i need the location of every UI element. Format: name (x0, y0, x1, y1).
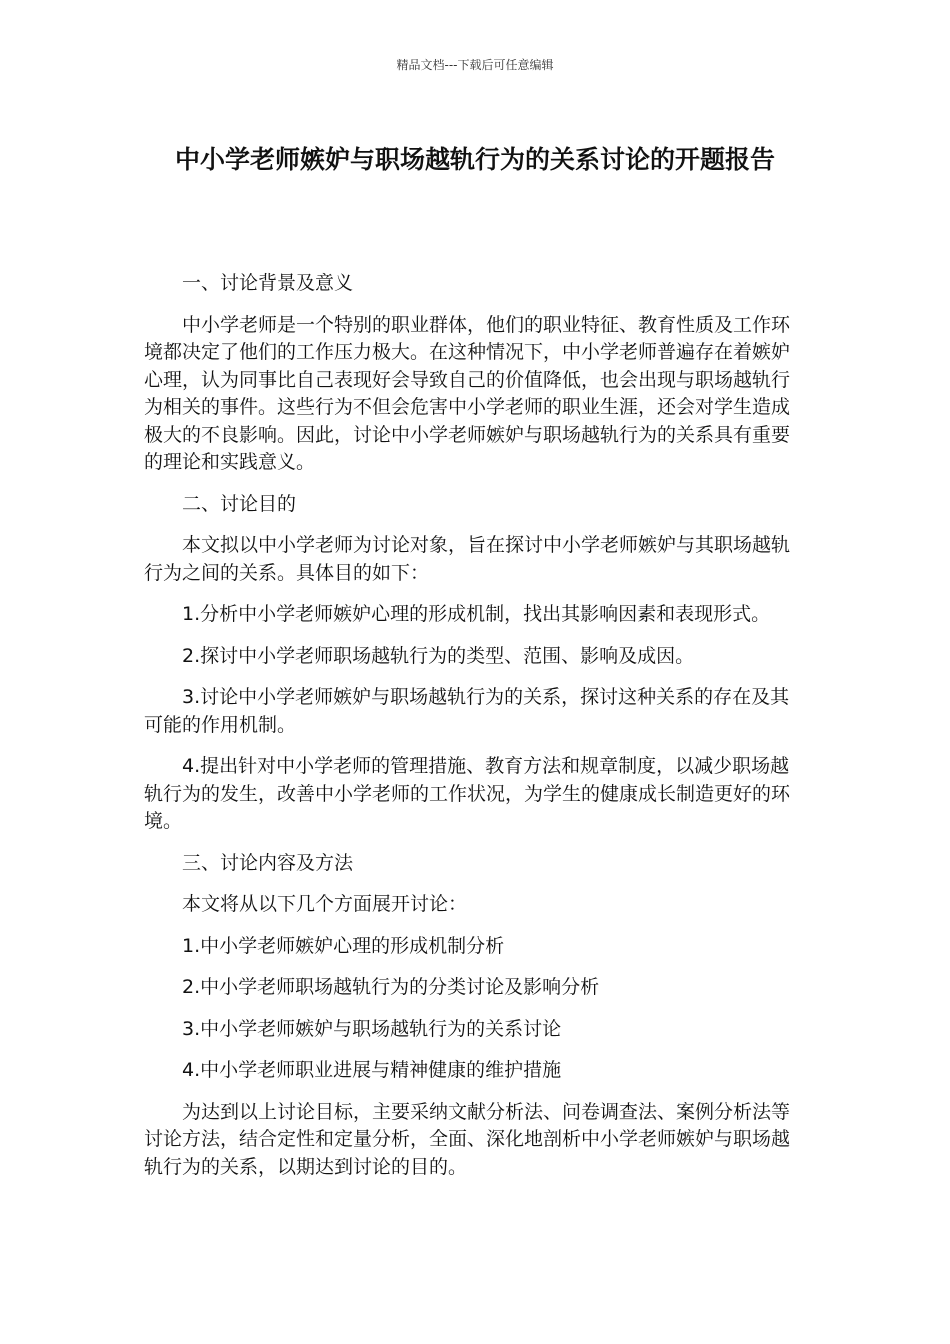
list-item-content-2: 2.中小学老师职场越轨行为的分类讨论及影响分析 (182, 976, 600, 998)
paragraph-purpose-intro: 本文拟以中小学老师为讨论对象，旨在探讨中小学老师嫉妒与其职场越轨行为之间的关系。具体目的如下： (144, 534, 791, 584)
paragraph-methods: 为达到以上讨论目标，主要采纳文献分析法、问卷调查法、案例分析法等讨论方法，结合定性和定量分析，全面、深化地剖析中小学老师嫉妒与职场越轨行为的关系，以期达到讨论的目的。 (144, 1100, 791, 1178)
list-item-purpose-1: 1.分析中小学老师嫉妒心理的形成机制，找出其影响因素和表现形式。 (182, 603, 771, 625)
paragraph-content-intro: 本文将从以下几个方面展开讨论： (182, 893, 468, 915)
list-item-purpose-2: 2.探讨中小学老师职场越轨行为的类型、范围、影响及成因。 (182, 644, 695, 667)
list-item-purpose-3: 3.讨论中小学老师嫉妒与职场越轨行为的关系，探讨这种关系的存在及其可能的作用机制。 (144, 686, 790, 736)
document-title: 中小学老师嫉妒与职场越轨行为的关系讨论的开题报告 (174, 145, 775, 174)
paragraph-background: 中小学老师是一个特别的职业群体，他们的职业特征、教育性质及工作环境都决定了他们的工作压力极大。在这种情况下，中小学老师普遍存在着嫉妒心理，认为同事比自己表现好会导致自己的价值降低，也会出现与职场越轨行为相关的事件。这些行为不但会危害中小学老师的职业生涯，还会对学生造成极大的不良影响。因此，讨论中小学老师嫉妒与职场越轨行为的关系具有重要的理论和实践意义。 (144, 313, 791, 473)
page-header: 精品文档---下载后可任意编辑 (396, 58, 554, 72)
list-item-purpose-4: 4.提出针对中小学老师的管理措施、教育方法和规章制度，以减少职场越轨行为的发生，改善中小学老师的工作状况，为学生的健康成长制造更好的环境。 (144, 755, 791, 832)
section-heading-content-method: 三、讨论内容及方法 (182, 851, 354, 874)
document-body (144, 270, 794, 1195)
list-item-content-1: 1.中小学老师嫉妒心理的形成机制分析 (182, 934, 505, 957)
section-heading-background: 一、讨论背景及意义 (182, 272, 354, 294)
list-item-content-3: 3.中小学老师嫉妒与职场越轨行为的关系讨论 (182, 1017, 562, 1040)
section-heading-purpose: 二、讨论目的 (182, 492, 297, 515)
list-item-content-4: 4.中小学老师职业进展与精神健康的维护措施 (182, 1059, 562, 1081)
